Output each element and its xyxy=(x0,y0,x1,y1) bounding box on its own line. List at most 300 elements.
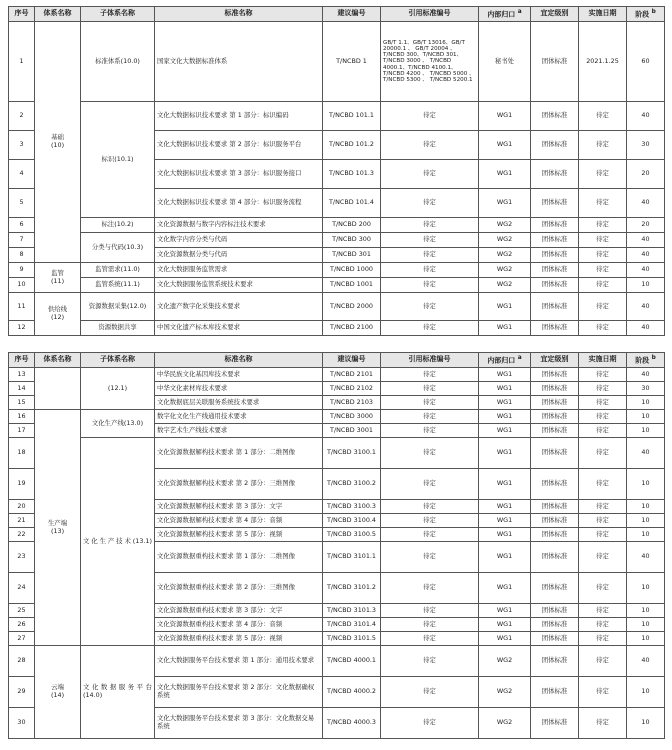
standards-table-1 xyxy=(8,6,665,336)
table-cell: 待定 xyxy=(381,677,479,708)
table-cell: 文化资源数据重构技术要求 第 2 部分：三维图像 xyxy=(155,573,323,604)
table-cell: 13 xyxy=(9,368,35,382)
table-cell: 待定 xyxy=(579,646,627,677)
table-cell: 数字艺术生产线技术要求 xyxy=(155,424,323,438)
table-cell: WG1 xyxy=(479,500,531,514)
table-cell: WG1 xyxy=(479,382,531,396)
table-cell: WG1 xyxy=(479,321,531,336)
table-cell: 23 xyxy=(9,542,35,573)
header-subsystem: 子体系名称 xyxy=(81,7,155,22)
table-cell: 待定 xyxy=(579,396,627,410)
table-cell: 5 xyxy=(9,189,35,218)
table-row xyxy=(9,410,665,424)
table-cell: 团体标准 xyxy=(531,160,579,189)
table-cell: 中华文化素材库技术要求 xyxy=(155,382,323,396)
table-row xyxy=(9,646,665,677)
table-cell: 团体标准 xyxy=(531,248,579,263)
table-cell: 分类与代码(10.3) xyxy=(81,233,155,263)
table-cell: 40 xyxy=(627,368,665,382)
table-cell: 10 xyxy=(627,278,665,293)
table-cell: 10 xyxy=(627,604,665,618)
table-cell: 团体标准 xyxy=(531,22,579,102)
table-cell: 团体标准 xyxy=(531,528,579,542)
table-cell: 团体标准 xyxy=(531,646,579,677)
header-subsystem: 子体系名称 xyxy=(81,353,155,368)
table-cell: T/NCBD 1 xyxy=(323,22,381,102)
table-cell: WG2 xyxy=(479,248,531,263)
table-row xyxy=(9,293,665,321)
table-cell: 40 xyxy=(627,263,665,278)
table-cell: 待定 xyxy=(579,438,627,469)
table-cell: 待定 xyxy=(579,618,627,632)
table-cell: T/NCBD 3101.4 xyxy=(323,618,381,632)
table-cell: 待定 xyxy=(579,233,627,248)
table-cell xyxy=(35,368,81,410)
table-cell: WG1 xyxy=(479,102,531,131)
table-cell: 10 xyxy=(627,396,665,410)
table-cell: T/NCBD 3000 xyxy=(323,410,381,424)
table-cell: WG1 xyxy=(479,438,531,469)
header-label: 内部归口 xyxy=(487,10,516,19)
table-cell: 待定 xyxy=(579,604,627,618)
table-cell: 40 xyxy=(627,321,665,336)
table-cell: 待定 xyxy=(579,382,627,396)
table-cell: T/NCBD 2101 xyxy=(323,368,381,382)
table-cell: 10 xyxy=(627,573,665,604)
table-cell: 文化生产线(13.0) xyxy=(81,410,155,438)
table-cell: 文化大数据标识技术要求 第 2 部分：标识服务平台 xyxy=(155,131,323,160)
table-cell: 24 xyxy=(9,573,35,604)
table-cell: 文化大数据服务监管需求 xyxy=(155,263,323,278)
table-cell: 标识(10.1) xyxy=(81,102,155,218)
table-cell: T/NCBD 200 xyxy=(323,218,381,233)
table-cell: T/NCBD 3101.1 xyxy=(323,542,381,573)
table-cell: T/NCBD 2103 xyxy=(323,396,381,410)
table-cell: 待定 xyxy=(579,528,627,542)
table-cell: 待定 xyxy=(381,438,479,469)
table-cell: T/NCBD 300 xyxy=(323,233,381,248)
table-cell: 待定 xyxy=(381,189,479,218)
table-cell: 待定 xyxy=(579,278,627,293)
table-cell: WG1 xyxy=(479,396,531,410)
footnote-mark: a xyxy=(517,9,522,16)
table-cell: 团体标准 xyxy=(531,368,579,382)
table-cell: T/NCBD 101.4 xyxy=(323,189,381,218)
table-cell: WG1 xyxy=(479,632,531,646)
table-cell: 27 xyxy=(9,632,35,646)
table-cell: 文化数据底层关联服务系统技术要求 xyxy=(155,396,323,410)
table-cell: 待定 xyxy=(579,160,627,189)
table-cell: 待定 xyxy=(381,573,479,604)
table-cell: 文化资源数据重构技术要求 第 5 部分：视频 xyxy=(155,632,323,646)
table-cell: 团体标准 xyxy=(531,424,579,438)
header-ref: 引用标准编号 xyxy=(381,353,479,368)
table-cell: T/NCBD 3101.2 xyxy=(323,573,381,604)
table-cell: 待定 xyxy=(381,708,479,739)
table-cell: 团体标准 xyxy=(531,573,579,604)
table-cell: WG2 xyxy=(479,218,531,233)
header-system: 体系名称 xyxy=(35,7,81,22)
table-cell: 文化资源数据分类与代码 xyxy=(155,248,323,263)
table-cell: 监管需求(11.0) xyxy=(81,263,155,278)
standards-table-2 xyxy=(8,352,665,739)
table-cell: 待定 xyxy=(579,102,627,131)
table-cell: 文化大数据服务平台技术要求 第 2 部分：文化数据确权系统 xyxy=(155,677,323,708)
table-cell: 10 xyxy=(627,500,665,514)
group-jichu: 基础 (10) xyxy=(35,22,81,263)
table-cell: WG1 xyxy=(479,542,531,573)
table-cell: 20 xyxy=(627,218,665,233)
table-cell: 团体标准 xyxy=(531,293,579,321)
table-cell: 16 xyxy=(9,410,35,424)
table-cell: 资源数据采集(12.0) xyxy=(81,293,155,321)
table-cell: T/NCBD 3100.4 xyxy=(323,514,381,528)
header-no: 序号 xyxy=(9,7,35,22)
table-cell: 待定 xyxy=(381,604,479,618)
table-cell: 待定 xyxy=(579,573,627,604)
table-cell: 团体标准 xyxy=(531,514,579,528)
table-cell: 待定 xyxy=(381,396,479,410)
table-cell: 团体标准 xyxy=(531,102,579,131)
table-row xyxy=(9,278,665,293)
table-cell: 标注(10.2) xyxy=(81,218,155,233)
table-cell: 20 xyxy=(627,160,665,189)
table-cell: 40 xyxy=(627,248,665,263)
table-cell: 4 xyxy=(9,160,35,189)
table-cell: 待定 xyxy=(381,632,479,646)
table-cell: 10 xyxy=(627,528,665,542)
table-row xyxy=(9,321,665,336)
table-cell: 10 xyxy=(627,618,665,632)
table-cell: 文化大数据服务平台技术要求 第 3 部分：文化数据交易系统 xyxy=(155,708,323,739)
table-cell: T/NCBD 2102 xyxy=(323,382,381,396)
table-row xyxy=(9,438,665,469)
table-cell: WG1 xyxy=(479,424,531,438)
table-cell: 团体标准 xyxy=(531,131,579,160)
table-cell: 10 xyxy=(9,278,35,293)
table-cell: 团体标准 xyxy=(531,263,579,278)
table-cell: T/NCBD 1000 xyxy=(323,263,381,278)
table-cell: 待定 xyxy=(579,632,627,646)
table-cell: 监管系统(11.1) xyxy=(81,278,155,293)
table-cell: 待定 xyxy=(381,469,479,500)
table-cell: 19 xyxy=(9,469,35,500)
table-cell: WG1 xyxy=(479,604,531,618)
table-cell: 9 xyxy=(9,263,35,278)
table-cell: WG1 xyxy=(479,131,531,160)
table-cell: 待定 xyxy=(381,160,479,189)
table-cell: 待定 xyxy=(381,528,479,542)
table-cell: 21 xyxy=(9,514,35,528)
table-cell: 30 xyxy=(627,382,665,396)
table-cell: 待定 xyxy=(579,293,627,321)
table-cell: 40 xyxy=(627,646,665,677)
table-cell: 待定 xyxy=(381,424,479,438)
table-cell: 待定 xyxy=(381,218,479,233)
table-row xyxy=(9,263,665,278)
table-cell: 文化资源数据解构技术要求 第 4 部分：音频 xyxy=(155,514,323,528)
table-cell: WG2 xyxy=(479,263,531,278)
table-cell: 国家文化大数据标准体系 xyxy=(155,22,323,102)
table-cell: 文化大数据标识技术要求 第 4 部分：标识服务流程 xyxy=(155,189,323,218)
table-cell: 团体标准 xyxy=(531,189,579,218)
table-cell: 待定 xyxy=(381,368,479,382)
header-label: 内部归口 xyxy=(487,356,516,365)
table-cell: WG1 xyxy=(479,410,531,424)
header-org xyxy=(479,7,531,22)
table-cell: 待定 xyxy=(381,542,479,573)
table-cell: 秘书处 xyxy=(479,22,531,102)
table-cell: 待定 xyxy=(381,293,479,321)
table-cell: WG2 xyxy=(479,677,531,708)
table-cell: 团体标准 xyxy=(531,233,579,248)
table-cell: 文化数字内容分类与代码 xyxy=(155,233,323,248)
header-stage xyxy=(627,7,665,22)
table-cell: 待定 xyxy=(579,424,627,438)
table-cell: 文化遗产数字化采集技术要求 xyxy=(155,293,323,321)
table-cell: 20 xyxy=(9,500,35,514)
table-row xyxy=(9,218,665,233)
header-label: 阶段 xyxy=(635,10,650,19)
header-level: 宜定级别 xyxy=(531,353,579,368)
table-cell: 待定 xyxy=(579,677,627,708)
table-cell: (12.1) xyxy=(81,368,155,410)
header-standard-name: 标准名称 xyxy=(155,353,323,368)
header-ref: 引用标准编号 xyxy=(381,7,479,22)
table-cell: 待定 xyxy=(381,248,479,263)
table-cell: 标准体系(10.0) xyxy=(81,22,155,102)
table-cell: 待定 xyxy=(381,646,479,677)
table-cell: 团体标准 xyxy=(531,278,579,293)
table-cell: 资源数据共享 xyxy=(81,321,155,336)
table-cell: 团体标准 xyxy=(531,500,579,514)
table-cell: 团体标准 xyxy=(531,708,579,739)
group-yunduan: 云端 (14) xyxy=(35,646,81,739)
table-cell: T/NCBD 2000 xyxy=(323,293,381,321)
table-cell: 40 xyxy=(627,189,665,218)
table-cell: 团体标准 xyxy=(531,396,579,410)
table-cell: WG1 xyxy=(479,528,531,542)
table-cell: T/NCBD 3100.3 xyxy=(323,500,381,514)
table-cell: 团体标准 xyxy=(531,321,579,336)
table-cell: GB/T 1.1、GB/T 13016、GB/T 20000.1 、 GB/T 20004 、 T/NCBD 300、T/NCBD 301、T/NCBD 3000 、 T/NCBD 4000.1、T/NCBD 4100.1、T/NCBD 4200 、 T/NCBD 5000 、 T/NCBD 5300 、 T/NCBD 5200.1 xyxy=(381,22,479,102)
table-cell: WG1 xyxy=(479,618,531,632)
table-cell: 文化资源数据解构技术要求 第 5 部分：视频 xyxy=(155,528,323,542)
table-cell: T/NCBD 3101.5 xyxy=(323,632,381,646)
table-cell: 文化资源数据与数字内容标注技术要求 xyxy=(155,218,323,233)
table-cell: 团体标准 xyxy=(531,438,579,469)
table-cell: 文化大数据标识技术要求 第 3 部分：标识服务接口 xyxy=(155,160,323,189)
footnote-mark: b xyxy=(651,355,656,362)
table-row xyxy=(9,22,665,102)
table-cell: 10 xyxy=(627,708,665,739)
table-cell: 6 xyxy=(9,218,35,233)
footnote-mark: a xyxy=(517,355,522,362)
table-cell: T/NCBD 3001 xyxy=(323,424,381,438)
table-cell: 17 xyxy=(9,424,35,438)
table-cell: 文化资源数据重构技术要求 第 4 部分：音频 xyxy=(155,618,323,632)
table-cell: WG1 xyxy=(479,514,531,528)
table-cell: WG1 xyxy=(479,469,531,500)
table-cell: 文化资源数据重构技术要求 第 1 部分：二维图像 xyxy=(155,542,323,573)
table-cell: 待定 xyxy=(381,410,479,424)
table-cell: 团体标准 xyxy=(531,632,579,646)
table-cell: 待定 xyxy=(579,708,627,739)
table-cell: 40 xyxy=(627,542,665,573)
table-cell: WG2 xyxy=(479,278,531,293)
table-cell: 2 xyxy=(9,102,35,131)
table-cell: 待定 xyxy=(381,321,479,336)
table-cell: 2021.1.25 xyxy=(579,22,627,102)
table-cell: 15 xyxy=(9,396,35,410)
table-cell: 25 xyxy=(9,604,35,618)
table-cell: 待定 xyxy=(579,321,627,336)
table-cell: 文化大数据服务平台技术要求 第 1 部分：通用技术要求 xyxy=(155,646,323,677)
table-cell: 11 xyxy=(9,293,35,321)
table-cell: 待定 xyxy=(381,102,479,131)
table-cell: 18 xyxy=(9,438,35,469)
table-cell: T/NCBD 4000.1 xyxy=(323,646,381,677)
table-cell: WG1 xyxy=(479,573,531,604)
table-cell: 待定 xyxy=(381,500,479,514)
table-cell: 待定 xyxy=(579,542,627,573)
header-code: 建议编号 xyxy=(323,7,381,22)
header-system: 体系名称 xyxy=(35,353,81,368)
table-cell: T/NCBD 3100.1 xyxy=(323,438,381,469)
table-header-row xyxy=(9,353,665,368)
table-cell: 40 xyxy=(627,233,665,248)
table-cell: T/NCBD 3100.2 xyxy=(323,469,381,500)
table-cell: 待定 xyxy=(381,131,479,160)
table-cell: 10 xyxy=(627,514,665,528)
table-cell: 团体标准 xyxy=(531,604,579,618)
table-cell: WG2 xyxy=(479,708,531,739)
table-cell: 30 xyxy=(9,708,35,739)
table-cell: 文化数据服务平台(14.0) xyxy=(81,646,155,739)
table-cell: 10 xyxy=(627,469,665,500)
table-cell: 文化资源数据重构技术要求 第 3 部分：文字 xyxy=(155,604,323,618)
table-cell: 待定 xyxy=(381,514,479,528)
table-cell: T/NCBD 301 xyxy=(323,248,381,263)
header-date: 实施日期 xyxy=(579,353,627,368)
table-cell: 14 xyxy=(9,382,35,396)
table-cell: T/NCBD 101.3 xyxy=(323,160,381,189)
table-cell: 60 xyxy=(627,22,665,102)
table-cell: 团体标准 xyxy=(531,618,579,632)
table-cell: 文化资源数据解构技术要求 第 2 部分：三维图像 xyxy=(155,469,323,500)
table-cell: 待定 xyxy=(579,410,627,424)
table-cell: 团体标准 xyxy=(531,410,579,424)
table-cell: T/NCBD 2100 xyxy=(323,321,381,336)
table-cell: 待定 xyxy=(579,469,627,500)
table-cell: 10 xyxy=(627,410,665,424)
table-cell: 待定 xyxy=(579,263,627,278)
table-cell: T/NCBD 3100.5 xyxy=(323,528,381,542)
header-no: 序号 xyxy=(9,353,35,368)
table-cell: 待定 xyxy=(381,263,479,278)
table-cell: 8 xyxy=(9,248,35,263)
table-cell: 40 xyxy=(627,102,665,131)
table-cell: 中国文化遗产标本库技术要求 xyxy=(155,321,323,336)
table-cell: T/NCBD 101.1 xyxy=(323,102,381,131)
table-cell: T/NCBD 4000.2 xyxy=(323,677,381,708)
group-gongjixian: 供给线 (12) xyxy=(35,293,81,336)
group-shengchan: 生产端 (13) xyxy=(35,410,81,646)
table-cell: T/NCBD 4000.3 xyxy=(323,708,381,739)
table-cell: 待定 xyxy=(579,218,627,233)
header-standard-name: 标准名称 xyxy=(155,7,323,22)
table-row xyxy=(9,102,665,131)
table-cell: 3 xyxy=(9,131,35,160)
table-cell: 团体标准 xyxy=(531,382,579,396)
table-cell: 待定 xyxy=(579,368,627,382)
table-cell: 40 xyxy=(627,438,665,469)
table-cell: T/NCBD 3101.3 xyxy=(323,604,381,618)
table-cell: WG2 xyxy=(479,646,531,677)
table-cell: 10 xyxy=(627,677,665,708)
table-cell: T/NCBD 1001 xyxy=(323,278,381,293)
table-row xyxy=(9,368,665,382)
footnote-mark: b xyxy=(651,9,656,16)
table-cell: T/NCBD 101.2 xyxy=(323,131,381,160)
table-cell: 待定 xyxy=(579,514,627,528)
table-cell: 10 xyxy=(627,632,665,646)
table-cell: 29 xyxy=(9,677,35,708)
header-label: 阶段 xyxy=(635,356,650,365)
table-cell: 待定 xyxy=(381,233,479,248)
header-date: 实施日期 xyxy=(579,7,627,22)
table-cell: 文化资源数据解构技术要求 第 3 部分：文字 xyxy=(155,500,323,514)
table-cell: 30 xyxy=(627,131,665,160)
table-cell: WG1 xyxy=(479,189,531,218)
table-cell: 文化大数据标识技术要求 第 1 部分：标识编码 xyxy=(155,102,323,131)
table-cell: WG2 xyxy=(479,233,531,248)
table-cell: 团体标准 xyxy=(531,677,579,708)
table-cell: 7 xyxy=(9,233,35,248)
table-cell: 待定 xyxy=(381,382,479,396)
table-cell: 22 xyxy=(9,528,35,542)
table-cell: 文化生产技术(13.1) xyxy=(81,438,155,646)
header-stage xyxy=(627,353,665,368)
table-cell: 12 xyxy=(9,321,35,336)
table-cell: 待定 xyxy=(579,131,627,160)
table-cell: 待定 xyxy=(381,618,479,632)
table-cell: 团体标准 xyxy=(531,542,579,573)
header-code: 建议编号 xyxy=(323,353,381,368)
table-cell: 10 xyxy=(627,424,665,438)
table-row xyxy=(9,233,665,248)
table-cell: WG1 xyxy=(479,293,531,321)
table-cell: 26 xyxy=(9,618,35,632)
table-cell: 文化资源数据解构技术要求 第 1 部分：二维图像 xyxy=(155,438,323,469)
table-cell: 中华民族文化基因库技术要求 xyxy=(155,368,323,382)
table-cell: 待定 xyxy=(579,189,627,218)
table-cell: 团体标准 xyxy=(531,218,579,233)
group-jianguan: 监管 (11) xyxy=(35,263,81,293)
table-cell: 文化大数据服务监管系统技术要求 xyxy=(155,278,323,293)
table-cell: 团体标准 xyxy=(531,469,579,500)
table-cell: WG1 xyxy=(479,160,531,189)
header-org xyxy=(479,353,531,368)
table-cell: 28 xyxy=(9,646,35,677)
table-cell: 待定 xyxy=(579,248,627,263)
table-cell: 40 xyxy=(627,293,665,321)
table-cell: 1 xyxy=(9,22,35,102)
table-cell: 数字化文化生产线通用技术要求 xyxy=(155,410,323,424)
table-header-row xyxy=(9,7,665,22)
table-cell: WG1 xyxy=(479,368,531,382)
header-level: 宜定级别 xyxy=(531,7,579,22)
